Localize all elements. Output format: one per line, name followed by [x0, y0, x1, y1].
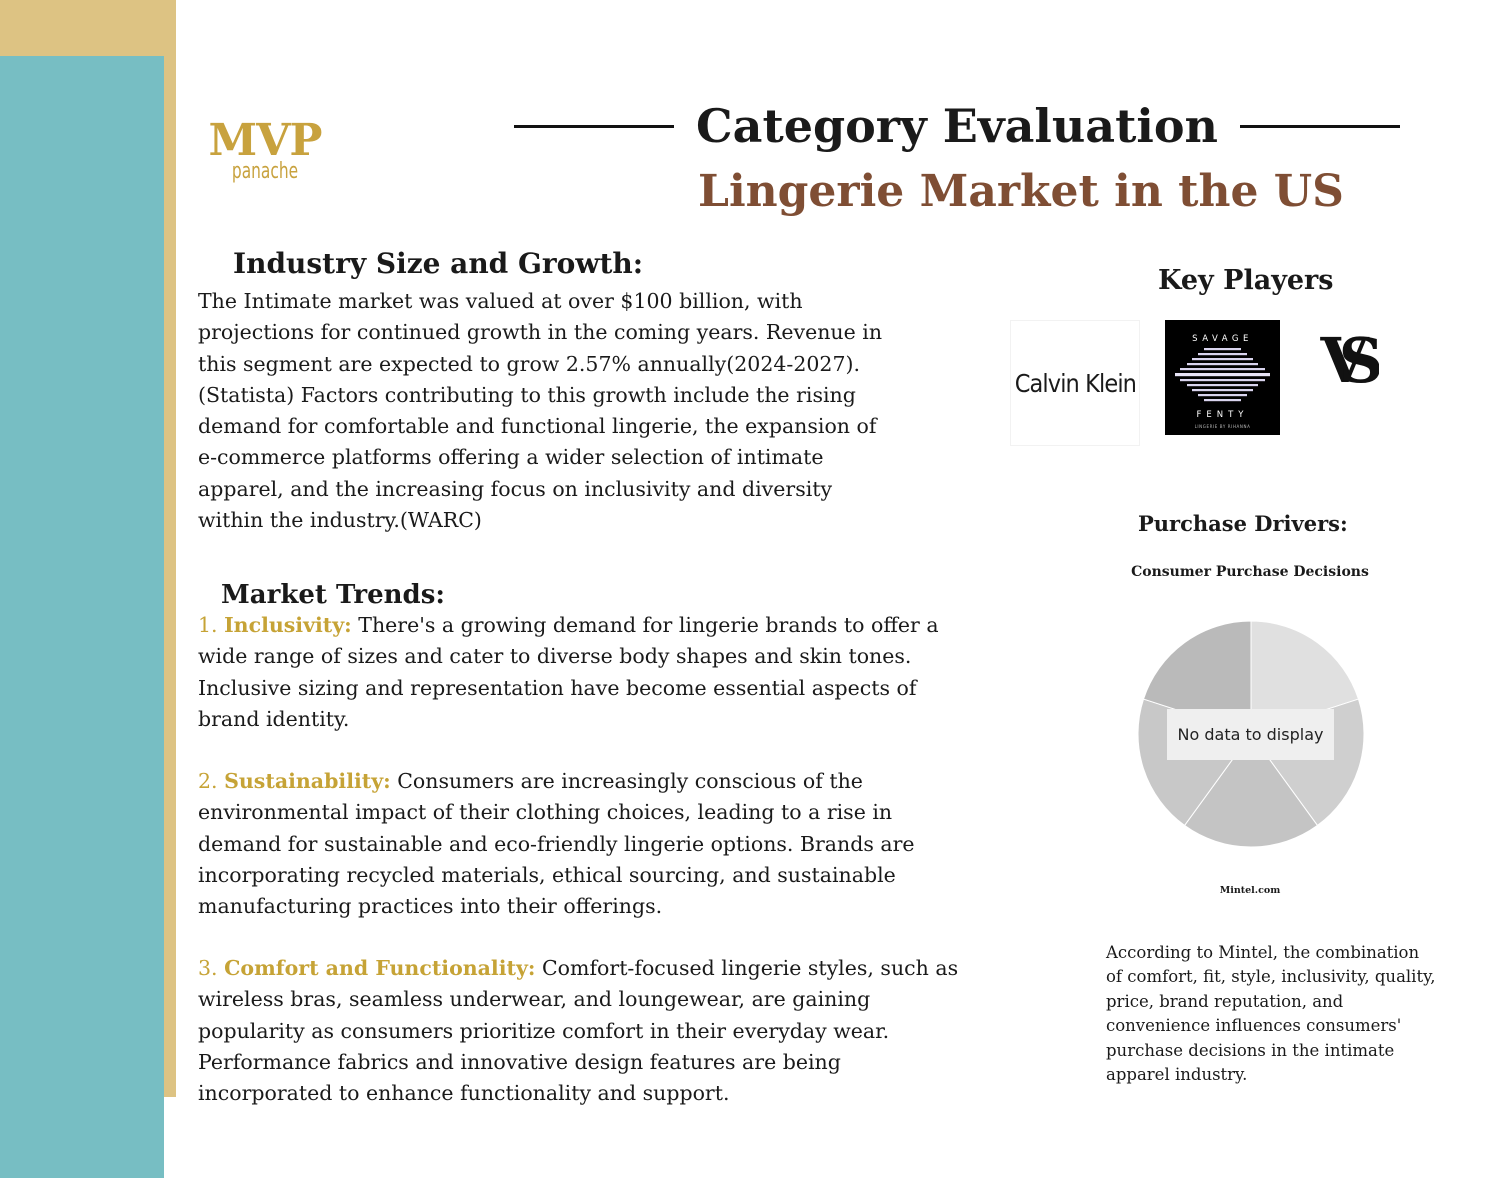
industry-paragraph: The Intimate market was valued at over $100 billion, with projections for continued growth in the coming years. Revenue in this segment are expected to grow 2.57% annually(2024-2027). (Statista) Factors contributing to this growth include the rising demand for comfortable and functional lingerie, the expansion of e-commerce platforms offering a wider selection of intimate apparel, and the increasing focus on inclusivity and diversity within the industry.(WARC) [198, 289, 883, 533]
trend-text: There's a growing demand for lingerie brands to offer a wide range of sizes and cater to diverse body shapes and skin tones. Inclusive sizing and representation have become essential aspects of brand identity. [198, 613, 939, 731]
savage-fenty-bottom-text: FENTY [1196, 410, 1249, 420]
title-rule-right [1240, 125, 1400, 128]
logo-sub-text: panache [231, 159, 299, 184]
market-trends-heading: Market Trends: [221, 580, 445, 610]
savage-fenty-top-text: SAVAGE [1192, 334, 1253, 344]
chart-source: Mintel.com [1219, 885, 1281, 896]
trend-item-sustainability [198, 766, 968, 922]
trend-number: 2. [198, 769, 218, 793]
victorias-secret-logo [1295, 324, 1379, 420]
trend-number: 1. [198, 613, 218, 637]
logo-main-text: MVP [208, 115, 322, 166]
mvp-panache-logo [205, 115, 325, 184]
trend-item-comfort [198, 953, 968, 1109]
trend-item-inclusivity [198, 610, 968, 735]
title-rule-left [514, 125, 674, 128]
teal-side-band [0, 56, 164, 1178]
no-data-message: No data to display [1167, 709, 1334, 760]
mintel-note: According to Mintel, the combination of comfort, fit, style, inclusivity, quality, price, brand reputation, and convenience influences consumers' purchase decisions in the intimate apparel industry. [1106, 943, 1436, 1085]
trend-text: Consumers are increasingly conscious of the environmental impact of their clothing choices, leading to a rise in demand for sustainable and eco-friendly lingerie options. Brands are incorporating recycled materials, ethical sourcing, and sustainable manufacturing practices into their offerings. [198, 769, 915, 919]
savage-fenty-tagline: LINGERIE BY RIHANNA [1194, 424, 1251, 429]
trend-label: Inclusivity: [224, 613, 352, 637]
purchase-drivers-heading: Purchase Drivers: [1138, 511, 1348, 536]
industry-heading: Industry Size and Growth: [233, 247, 644, 280]
trend-text: Comfort-focused lingerie styles, such as wireless bras, seamless underwear, and loungewear, are gaining popularity as consumers prioritize comfort in their everyday wear. Performance fabrics and innovative design features are being incorporated to enhance functionality and support. [198, 956, 959, 1106]
savage-fenty-logo [1165, 320, 1280, 435]
vs-monogram: VS [1320, 324, 1354, 397]
trend-label: Comfort and Functionality: [224, 956, 536, 980]
calvin-klein-logo [1010, 320, 1140, 446]
trend-label: Sustainability: [224, 769, 391, 793]
page-subtitle: Lingerie Market in the US [698, 166, 1344, 217]
trend-number: 3. [198, 956, 218, 980]
calvin-klein-wordmark: Calvin Klein [1014, 368, 1136, 398]
chart-title: Consumer Purchase Decisions [1131, 564, 1369, 580]
page-title-row [538, 96, 1376, 156]
page-title: Category Evaluation [696, 99, 1218, 153]
key-players-heading: Key Players [1158, 265, 1334, 296]
